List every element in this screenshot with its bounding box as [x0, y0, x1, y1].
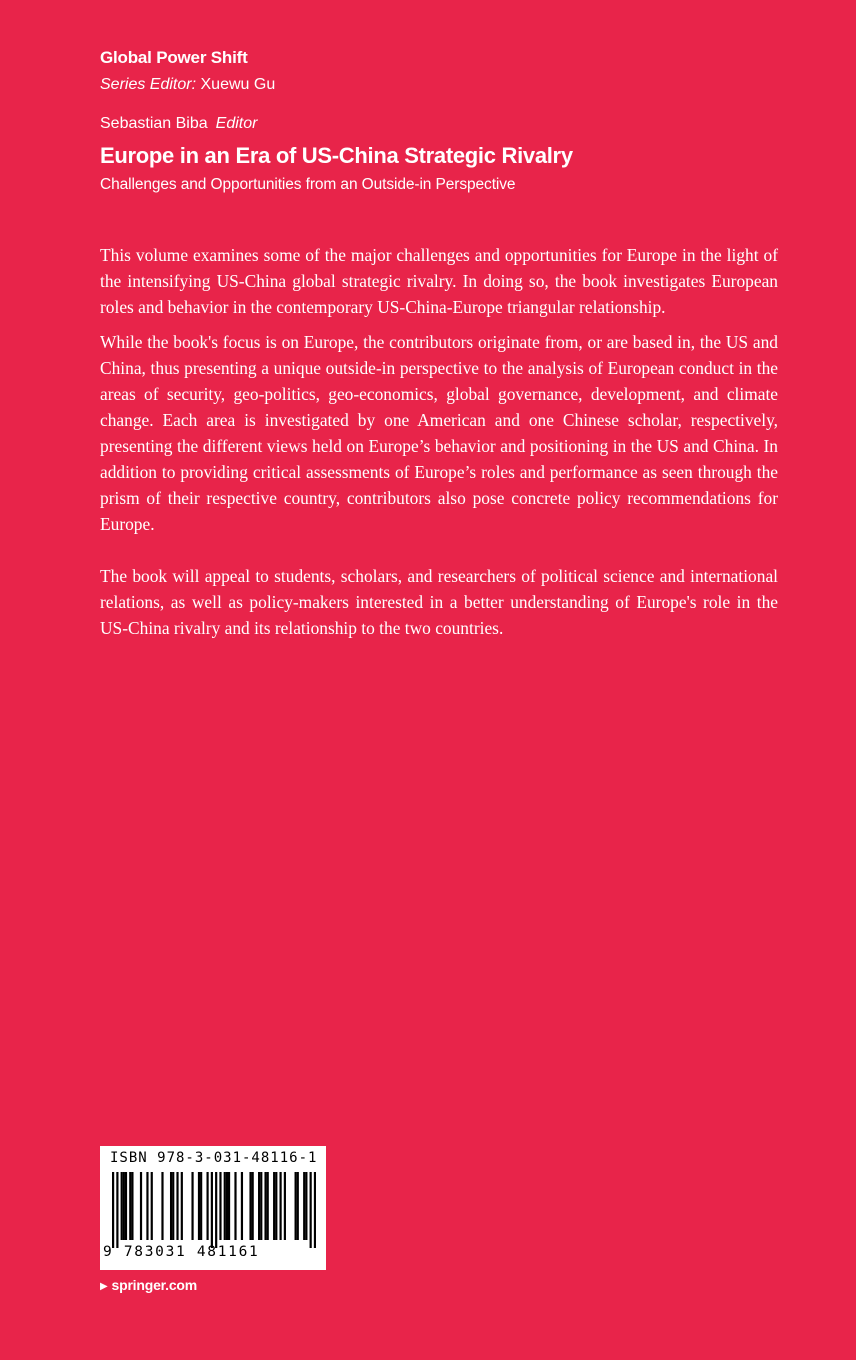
barcode-bar — [295, 1172, 297, 1240]
barcode-bar — [234, 1172, 236, 1240]
barcode-bar — [170, 1172, 172, 1240]
arrow-right-icon: ▶ — [100, 1281, 108, 1292]
ean-digits: 9 783031 481161 — [103, 1244, 260, 1260]
barcode-bar — [258, 1172, 260, 1240]
publisher-link[interactable] — [100, 1277, 197, 1293]
series-title: Global Power Shift — [100, 48, 248, 67]
barcode-bar — [297, 1172, 299, 1240]
barcode-bar — [123, 1172, 125, 1240]
barcode-bar — [273, 1172, 275, 1240]
series-editor-label: Series Editor: — [100, 76, 197, 93]
barcode-bar — [252, 1172, 254, 1240]
barcode-bar — [314, 1172, 316, 1248]
blurb-paragraph-1: This volume examines some of the major challenges and opportunities for Europe in the light of the intensifying US-China global strategic rivalry. In doing so, the book investigates European roles and behavior in the contemporary US-China-Europe triangular relationship. — [100, 245, 778, 317]
barcode-bar — [305, 1172, 307, 1240]
barcode-bar — [260, 1172, 262, 1240]
series-editor — [100, 76, 275, 94]
barcode-bar — [116, 1172, 118, 1248]
isbn-barcode-box — [100, 1146, 326, 1270]
barcode-bar — [191, 1172, 193, 1240]
isbn-text: ISBN 978-3-031-48116-1 — [110, 1150, 318, 1166]
barcode-bar — [241, 1172, 243, 1240]
barcode-bar — [211, 1172, 213, 1248]
barcode-bar — [161, 1172, 163, 1240]
editor-name: Sebastian Biba — [100, 115, 208, 132]
barcode-bar — [140, 1172, 142, 1240]
barcode-bar — [206, 1172, 208, 1240]
barcode-bar — [303, 1172, 305, 1240]
barcode-bar — [125, 1172, 127, 1240]
series-editor-name: Xuewu Gu — [200, 76, 276, 93]
barcode-bar — [112, 1172, 114, 1248]
book-subtitle: Challenges and Opportunities from an Outside-in Perspective — [100, 176, 516, 193]
blurb-paragraph-2: While the book's focus is on Europe, the contributors originate from, or are based in, the US and China, thus presenting a unique outside-in perspective to the analysis of European conduct in the areas of security, geo-politics, geo-economics, global governance, development, and climate change. Each area is investigated by one American and one Chinese scholar, respectively, presenting the different views held on Europe’s behavior and positioning in the US and China. In addition to providing critical assessments of Europe’s roles and performance as seen through the prism of their respective country, contributors also pose concrete policy recommendations for Europe. — [100, 332, 778, 534]
blurb — [100, 242, 778, 641]
barcode-bar — [131, 1172, 133, 1240]
barcode-bar — [249, 1172, 251, 1240]
book-title: Europe in an Era of US-China Strategic Rivalry — [100, 143, 573, 168]
barcode-bar — [151, 1172, 153, 1240]
barcode-bar — [181, 1172, 183, 1240]
barcode-bar — [198, 1172, 200, 1240]
barcode-bar — [172, 1172, 174, 1240]
editor-role: Editor — [215, 115, 258, 132]
barcode-bar — [264, 1172, 266, 1240]
barcode-bar — [275, 1172, 277, 1240]
barcode-bar — [121, 1172, 123, 1240]
barcode-bar — [146, 1172, 148, 1240]
barcode-bar — [267, 1172, 269, 1240]
barcode-bar — [200, 1172, 202, 1240]
barcode-bar — [129, 1172, 131, 1240]
barcode-bar — [310, 1172, 312, 1248]
editor-line — [100, 115, 257, 133]
barcode-bar — [226, 1172, 228, 1240]
barcode-bar — [215, 1172, 217, 1248]
barcode-bar — [219, 1172, 221, 1240]
barcode-bar — [279, 1172, 281, 1240]
publisher-url: springer.com — [111, 1277, 198, 1293]
barcode-bar — [224, 1172, 226, 1240]
barcode-icon — [112, 1172, 316, 1248]
barcode-bar — [284, 1172, 286, 1240]
barcode-bar — [176, 1172, 178, 1240]
barcode-bar — [228, 1172, 230, 1240]
blurb-paragraph-3: The book will appeal to students, scholars, and researchers of political science and international relations, as well as policy-makers interested in a better understanding of Europe's role in the US-China rivalry and its relationship to the two countries. — [100, 566, 778, 638]
